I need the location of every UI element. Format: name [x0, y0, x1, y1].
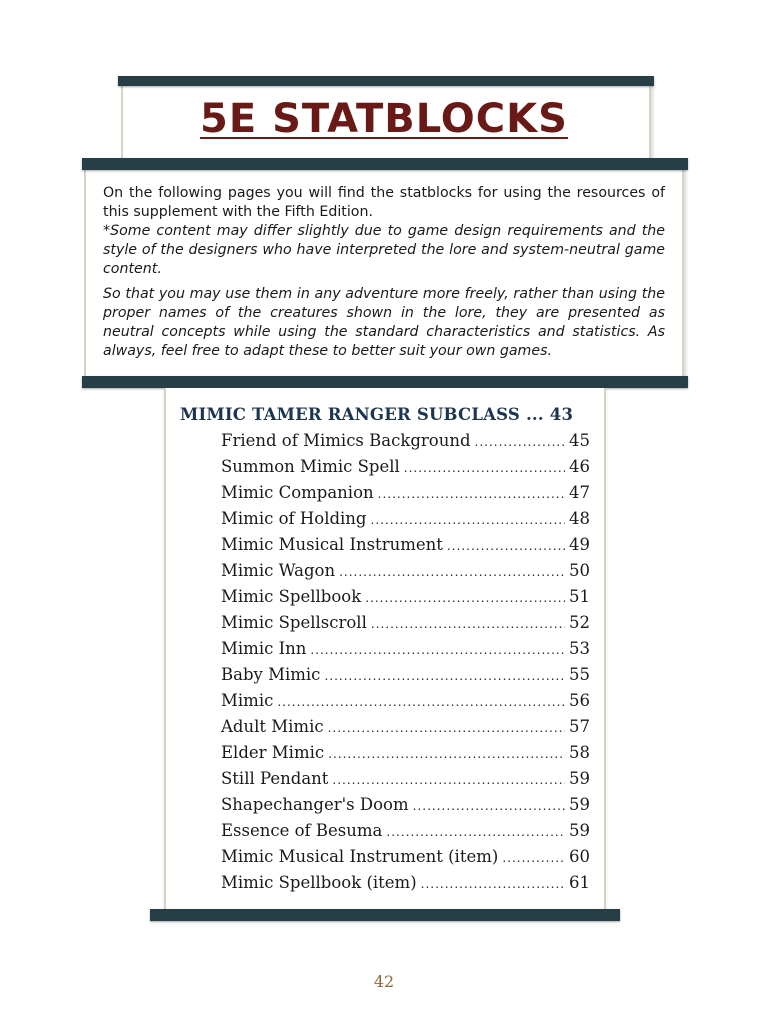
intro-bottom-bar [82, 376, 688, 388]
toc-item-leader [447, 539, 565, 553]
toc-item[interactable] [221, 561, 590, 587]
toc-heading[interactable] [180, 405, 590, 431]
toc-item[interactable] [221, 743, 590, 769]
toc-item-page: 51 [569, 587, 590, 606]
toc-item[interactable] [221, 613, 590, 639]
toc-item-leader [310, 643, 565, 657]
toc-item-label: Essence of Besuma [221, 821, 383, 840]
toc-item-label: Mimic Musical Instrument [221, 535, 443, 554]
toc-item-label: Shapechanger's Doom [221, 795, 409, 814]
toc-item-page: 61 [569, 873, 590, 892]
toc-item[interactable] [221, 691, 590, 717]
toc-item-leader [277, 695, 565, 709]
toc-item-leader [328, 721, 565, 735]
toc-item[interactable] [221, 483, 590, 509]
toc-item-leader [332, 773, 565, 787]
toc-item-label: Mimic Spellbook (item) [221, 873, 417, 892]
toc-item[interactable] [221, 457, 590, 483]
intro-paragraph-3: So that you may use them in any adventure more freely, rather than using the proper names of the creatures shown in the lore, they are presented as neutral concepts while using the standard characteristics and statistics. As always, feel free to adapt these to better suit your own games. [103, 286, 665, 359]
toc-bottom-bar [150, 909, 620, 921]
toc-item-label: Mimic of Holding [221, 509, 367, 528]
toc-item-page: 53 [569, 639, 590, 658]
toc-item-page: 49 [569, 535, 590, 554]
toc-item-page: 57 [569, 717, 590, 736]
toc-item-page: 59 [569, 821, 590, 840]
toc-item-label: Mimic Wagon [221, 561, 336, 580]
toc-item-page: 48 [569, 509, 590, 528]
page-title: 5E STATBLOCKS [200, 96, 568, 142]
page-number: 42 [373, 972, 395, 991]
toc-item-label: Mimic Inn [221, 639, 307, 658]
toc-item-label: Still Pendant [221, 769, 329, 788]
toc-item-page: 46 [569, 457, 590, 476]
toc-item[interactable] [221, 587, 590, 613]
toc-item-leader [502, 851, 565, 865]
toc-item-page: 59 [569, 795, 590, 814]
intro-note: *Some content may differ slightly due to game design requirements and the style of the designers who have interpreted the lore and system-neutral game content. [103, 223, 665, 277]
toc-item-label: Mimic Musical Instrument (item) [221, 847, 499, 866]
toc-item[interactable] [221, 509, 590, 535]
toc-item-leader [328, 747, 565, 761]
toc-heading-label: MIMIC TAMER RANGER SUBCLASS ... [180, 405, 544, 424]
toc-item-leader [378, 487, 565, 501]
intro-top-bar [82, 158, 688, 170]
toc-item-page: 50 [569, 561, 590, 580]
toc-item-page: 52 [569, 613, 590, 632]
toc-item-leader [404, 461, 565, 475]
toc-item-label: Elder Mimic [221, 743, 325, 762]
toc-item-label: Baby Mimic [221, 665, 321, 684]
toc-item[interactable] [221, 769, 590, 795]
toc-item-leader [386, 825, 565, 839]
toc-item-label: Summon Mimic Spell [221, 457, 400, 476]
toc-item-leader [475, 435, 565, 449]
title-top-bar [118, 76, 654, 86]
toc-item-label: Mimic Companion [221, 483, 374, 502]
toc-item-leader [413, 799, 565, 813]
toc-item[interactable] [221, 795, 590, 821]
toc-item-page: 55 [569, 665, 590, 684]
toc-heading-page: 43 [549, 405, 574, 424]
toc-item[interactable] [221, 535, 590, 561]
toc-items [180, 431, 590, 899]
intro-paragraph-1: On the following pages you will find the statblocks for using the resources of this supplement with the Fifth Edition. *Some content may differ slightly due to game design requirements and the style of the designers who have interpreted the lore and system-neutral game content. [103, 185, 665, 277]
toc-item-leader [421, 877, 565, 891]
toc-item[interactable] [221, 665, 590, 691]
toc-item-leader [371, 617, 565, 631]
toc-item[interactable] [221, 717, 590, 743]
toc-item-leader [339, 565, 565, 579]
toc-item-leader [324, 669, 565, 683]
toc-item[interactable] [221, 639, 590, 665]
toc-item-page: 60 [569, 847, 590, 866]
toc-item[interactable] [221, 431, 590, 457]
toc-item-label: Adult Mimic [221, 717, 324, 736]
toc-item-leader [365, 591, 565, 605]
toc-item-label: Friend of Mimics Background [221, 431, 471, 450]
toc-item[interactable] [221, 847, 590, 873]
toc-item-label: Mimic [221, 691, 274, 710]
toc-item[interactable] [221, 873, 590, 899]
toc-item-label: Mimic Spellbook [221, 587, 362, 606]
intro-text [103, 184, 665, 367]
toc-item-label: Mimic Spellscroll [221, 613, 367, 632]
toc-item-leader [371, 513, 566, 527]
toc-item-page: 58 [569, 743, 590, 762]
toc-item-page: 56 [569, 691, 590, 710]
toc-item-page: 59 [569, 769, 590, 788]
toc-item-page: 45 [569, 431, 590, 450]
table-of-contents [180, 405, 590, 899]
toc-item[interactable] [221, 821, 590, 847]
toc-item-page: 47 [569, 483, 590, 502]
